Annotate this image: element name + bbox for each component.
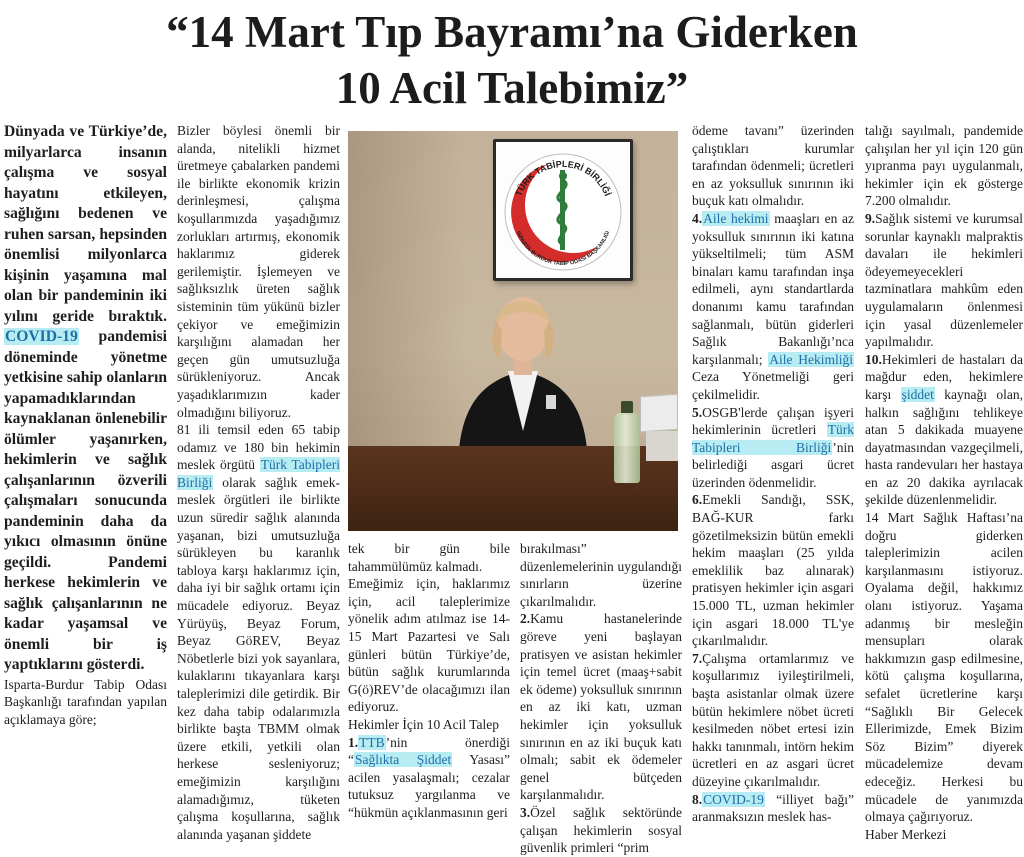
- person-figure: [448, 271, 598, 471]
- list-item: 2.Kamu hastanelerinde göreve yeni başlayan pratisyen ve asistan hekimler için temel ücret (maaş+sabit ek ödeme) yoksulluk sınırının en az iki katı, uzman hekimler için yoksulluk sınırının en az iki buçuk katı olmalı; sabit ek ödemeler genel bütçeden karşılanmalıdır.: [520, 611, 682, 803]
- logo-text-top: TÜRK TABİPLERİ BİRLİĞİ: [513, 158, 613, 198]
- byline: Haber Merkezi: [865, 826, 947, 842]
- article-column-3: [348, 540, 510, 835]
- source-paragraph: Isparta-Burdur Tabip Odası Başkanlığı tarafından yapılan açıklamaya göre;: [4, 676, 167, 727]
- water-bottle: [614, 413, 640, 483]
- list-item: 8.COVID-19 “illiyet bağı” aranmaksızın meslek has-: [692, 791, 854, 825]
- list-item: 9.Sağlık sistemi ve kurumsal sorunlar kaynaklı malpraktis davaları ile hekimleri ödeyemeyecekleri tazminatlara mahkûm eden uygulamaların önlenmesi için yasal düzenlemeler yapılmalıdır.: [865, 210, 1023, 350]
- highlight-saglikta-siddet: Sağlıkta Şiddet: [355, 752, 452, 768]
- article-column-6: [865, 122, 1024, 842]
- list-item: 10.Hekimleri de hastaları da mağdur eden, hekimlere karşı şiddet kaynağı olan, halkın sağlığını tehlikeye atan 5 dakikada muayene dayatmasından vazgeçilmeli, hasta randevuları her hastaya en az 20 dakika ayrılacak şekilde düzenlenmelidir.: [865, 351, 1024, 508]
- list-item: 6.Emekli Sandığı, SSK, BAĞ-KUR farkı gözetilmeksizin bütün emekli hekim maaşları (25 yılda emeklilik baz alınarak) pratisyen hekimler için asgari 15.000 TL, uzman hekimler için asgari 18.000 TL'ye çıkarılmalıdır.: [692, 492, 854, 649]
- article-column-4: [520, 540, 682, 856]
- paragraph: Emeğimiz için, haklarımız için, acil taleplerimize yönelik adım atılmaz ise 14-15 Mart Pazartesi ve Salı günleri bütün Türkiye’de, bütün sağlık kurumlarında G(ö)REV’de olacağımızı ilan ediyoruz.: [348, 576, 510, 715]
- lead-paragraph: Dünyada ve Türkiye’de, milyarlarca insanın çalışma ve sosyal hayatını etkileyen, sağlığını bedenen ve ruhen sarsan, hepsinden önemlisi milyonlarca kişinin yaşamına mal olan bir pandeminin iki yılını geride bıraktık. COVID-19 pandemisi döneminde yönetme yetkisine sahip olanların yapamadıklarından kaynaklanan önlenebilir ölümler yaşanırken, hekimlerin ve sağlık çalışanlarının özverili çalışmaları sonucunda pandeminin daha da yıkıcı olmasının önüne geçildi. Pandemi herkese hekimlerin ve sağlık çalışanlarının ne kadar yaşamsal ve önemli bir iş yaptıklarını gösterdi.: [4, 123, 167, 673]
- list-item: 4.Aile hekimi maaşları en az yoksulluk sınırının iki katına yükseltilmeli; tüm ASM binaları kamu tarafından inşa edilmeli, aynı standartlarda donanımı kamu tarafından sağlanmalı, bütün giderleri Sağlık Bakanlığı’nca karşılanmalı; Aile Hekimliği Ceza Yönetmeliği geri çekilmelidir.: [692, 210, 854, 402]
- article-column-5: [692, 122, 854, 835]
- article-photo: [348, 131, 678, 531]
- highlight-ttb: Türk Tabipleri Birliği: [177, 457, 340, 490]
- paragraph: ödeme tavanı” üzerinden çalıştıkları kurumlar tarafından ödenmeli; ücretleri en az yoksulluk sınırının iki buçuk katı olmalıdır.: [692, 123, 854, 209]
- highlight-covid: COVID-19: [703, 791, 764, 807]
- highlight-siddet: şiddet: [901, 386, 934, 402]
- ttb-logo-frame: [493, 139, 633, 281]
- paragraph: bırakılması” düzenlemelerinin uygulandığı sınırların üzerine çıkarılmalıdır.: [520, 541, 682, 609]
- headline-line-1: “14 Mart Tıp Bayramı’na Giderken: [166, 7, 858, 57]
- paragraph: 81 ili temsil eden 65 tabip odamız ve 180 bin hekimin meslek örgütü Türk Tabipleri Birliği olarak sağlık emek-meslek örgütleri ile birlikte uzun süredir sağlık alanında yaşanan, bizi umutsuzluğa sürükleyen bu karanlık tabloya karşı haklarımız için, daha iyi bir sağlık ortamı için mücadele ediyoruz. Beyaz Yürüyüş, Beyaz Forum, Beyaz GöREV, Beyaz Nöbetlerle bizi yok sayanlara, kulaklarını tıkayanlara karşı taleplerimizi dile getirdik. Bir kez daha tabip odalarımızla birlikte başta TBMM olmak üzere etkili, yetkili olan herkese sesleniyoruz; emeğimizin karşılığını alamadığımız, tüketen çalışma koşullarına, sağlık alanında yaşanan şiddete: [177, 422, 340, 842]
- paragraph: 14 Mart Sağlık Haftası’na doğru giderken taleplerimizin acilen karşılanmasını istiyoruz. Oyalama değil, hakkımız olanı istiyoruz. Yaşama adanmış bir mesleğin mensupları olarak hakkımızın gasp edilmesine, kötü çalışma koşullarına, sefalet ücretlerine karşı “Sağlıklı Bir Gelecek Ellerimizde, Emek Bizim Söz Bizim” diyerek mücadelemize devam edeceğiz. Herkesi bu mücadele de yanımızda olmaya çağırıyoruz.: [865, 510, 1023, 825]
- paragraph: tek bir gün bile tahammülümüz kalmadı.: [348, 541, 510, 574]
- headline-line-2: 10 Acil Talebimiz”: [335, 63, 689, 113]
- list-item: 1.TTB’nin önerdiği “Sağlıkta Şiddet Yasası” acilen yasalaşmalı; cezalar tutuksuz yargılanma ve “hükmün açıklanmasının geri: [348, 734, 511, 820]
- highlight-ttb: TTB: [359, 734, 385, 750]
- highlight-aile-hekimi: Aile hekimi: [703, 210, 769, 226]
- highlight-aile-hekimligi: Aile Hekimliği: [769, 351, 853, 367]
- paragraph: talığı sayılmalı, pandemide çalışılan her yıl için 120 gün yıpranma payı uygulanmalı, hekimler için ek gösterge 7.200 olmalıdır.: [865, 123, 1023, 209]
- highlight-ttb: Türk Tabipleri Birliği: [692, 422, 855, 455]
- article-column-1: [4, 122, 167, 835]
- ttb-logo-icon: [496, 142, 630, 278]
- list-item: 7.Çalışma ortamlarımız ve koşullarımız iyileştirilmeli, başta asistanlar olmak üzere bütün hekimlere nöbet ücreti kesilmeden nöbet ertesi izin hakkı tanınmalı, intörn hekim ücretleri en az asgari ücret düzeyine çıkarılmalıdır.: [692, 650, 854, 789]
- papers: [640, 394, 678, 433]
- list-item: 3.Özel sağlık sektöründe çalışan hekimlerin sosyal güvenlik primleri “prim: [520, 804, 682, 856]
- list-item: 5.OSGB'lerde çalışan işyeri hekimlerinin ücretleri Türk Tabipleri Birliği’nin belirlediği asgari ücret üzerinden ödenmelidir.: [692, 404, 855, 490]
- article-column-2: [177, 122, 340, 842]
- paragraph: Bizler böylesi önemli bir alanda, nitelikli hizmet üretmeye çabalarken pandemi ile birlikte ekonomik krizin derinleşmesi, çalışma koşullarımızda yaşadığımız zorlukları artırmış, ekonomik haklarımız giderek gerilemiştir. İşlemeyen ve sağlıksızlık üreten sağlık sisteminin tüm yükünü bizler çekiyor ve emeğimizin karşılığını alamadan her geçen gün umutsuzluğa sürükleniyoruz. Ancak yaşadıklarımızın kader olmadığını biliyoruz.: [177, 123, 340, 420]
- list-heading: Hekimler İçin 10 Acil Talep: [348, 716, 500, 732]
- logo-text-bottom: ISPARTA-BURDUR TABİP ODASI BAŞKANLIĞI: [514, 230, 612, 268]
- article-headline: [0, 0, 1024, 122]
- highlight-covid: COVID-19: [5, 328, 78, 345]
